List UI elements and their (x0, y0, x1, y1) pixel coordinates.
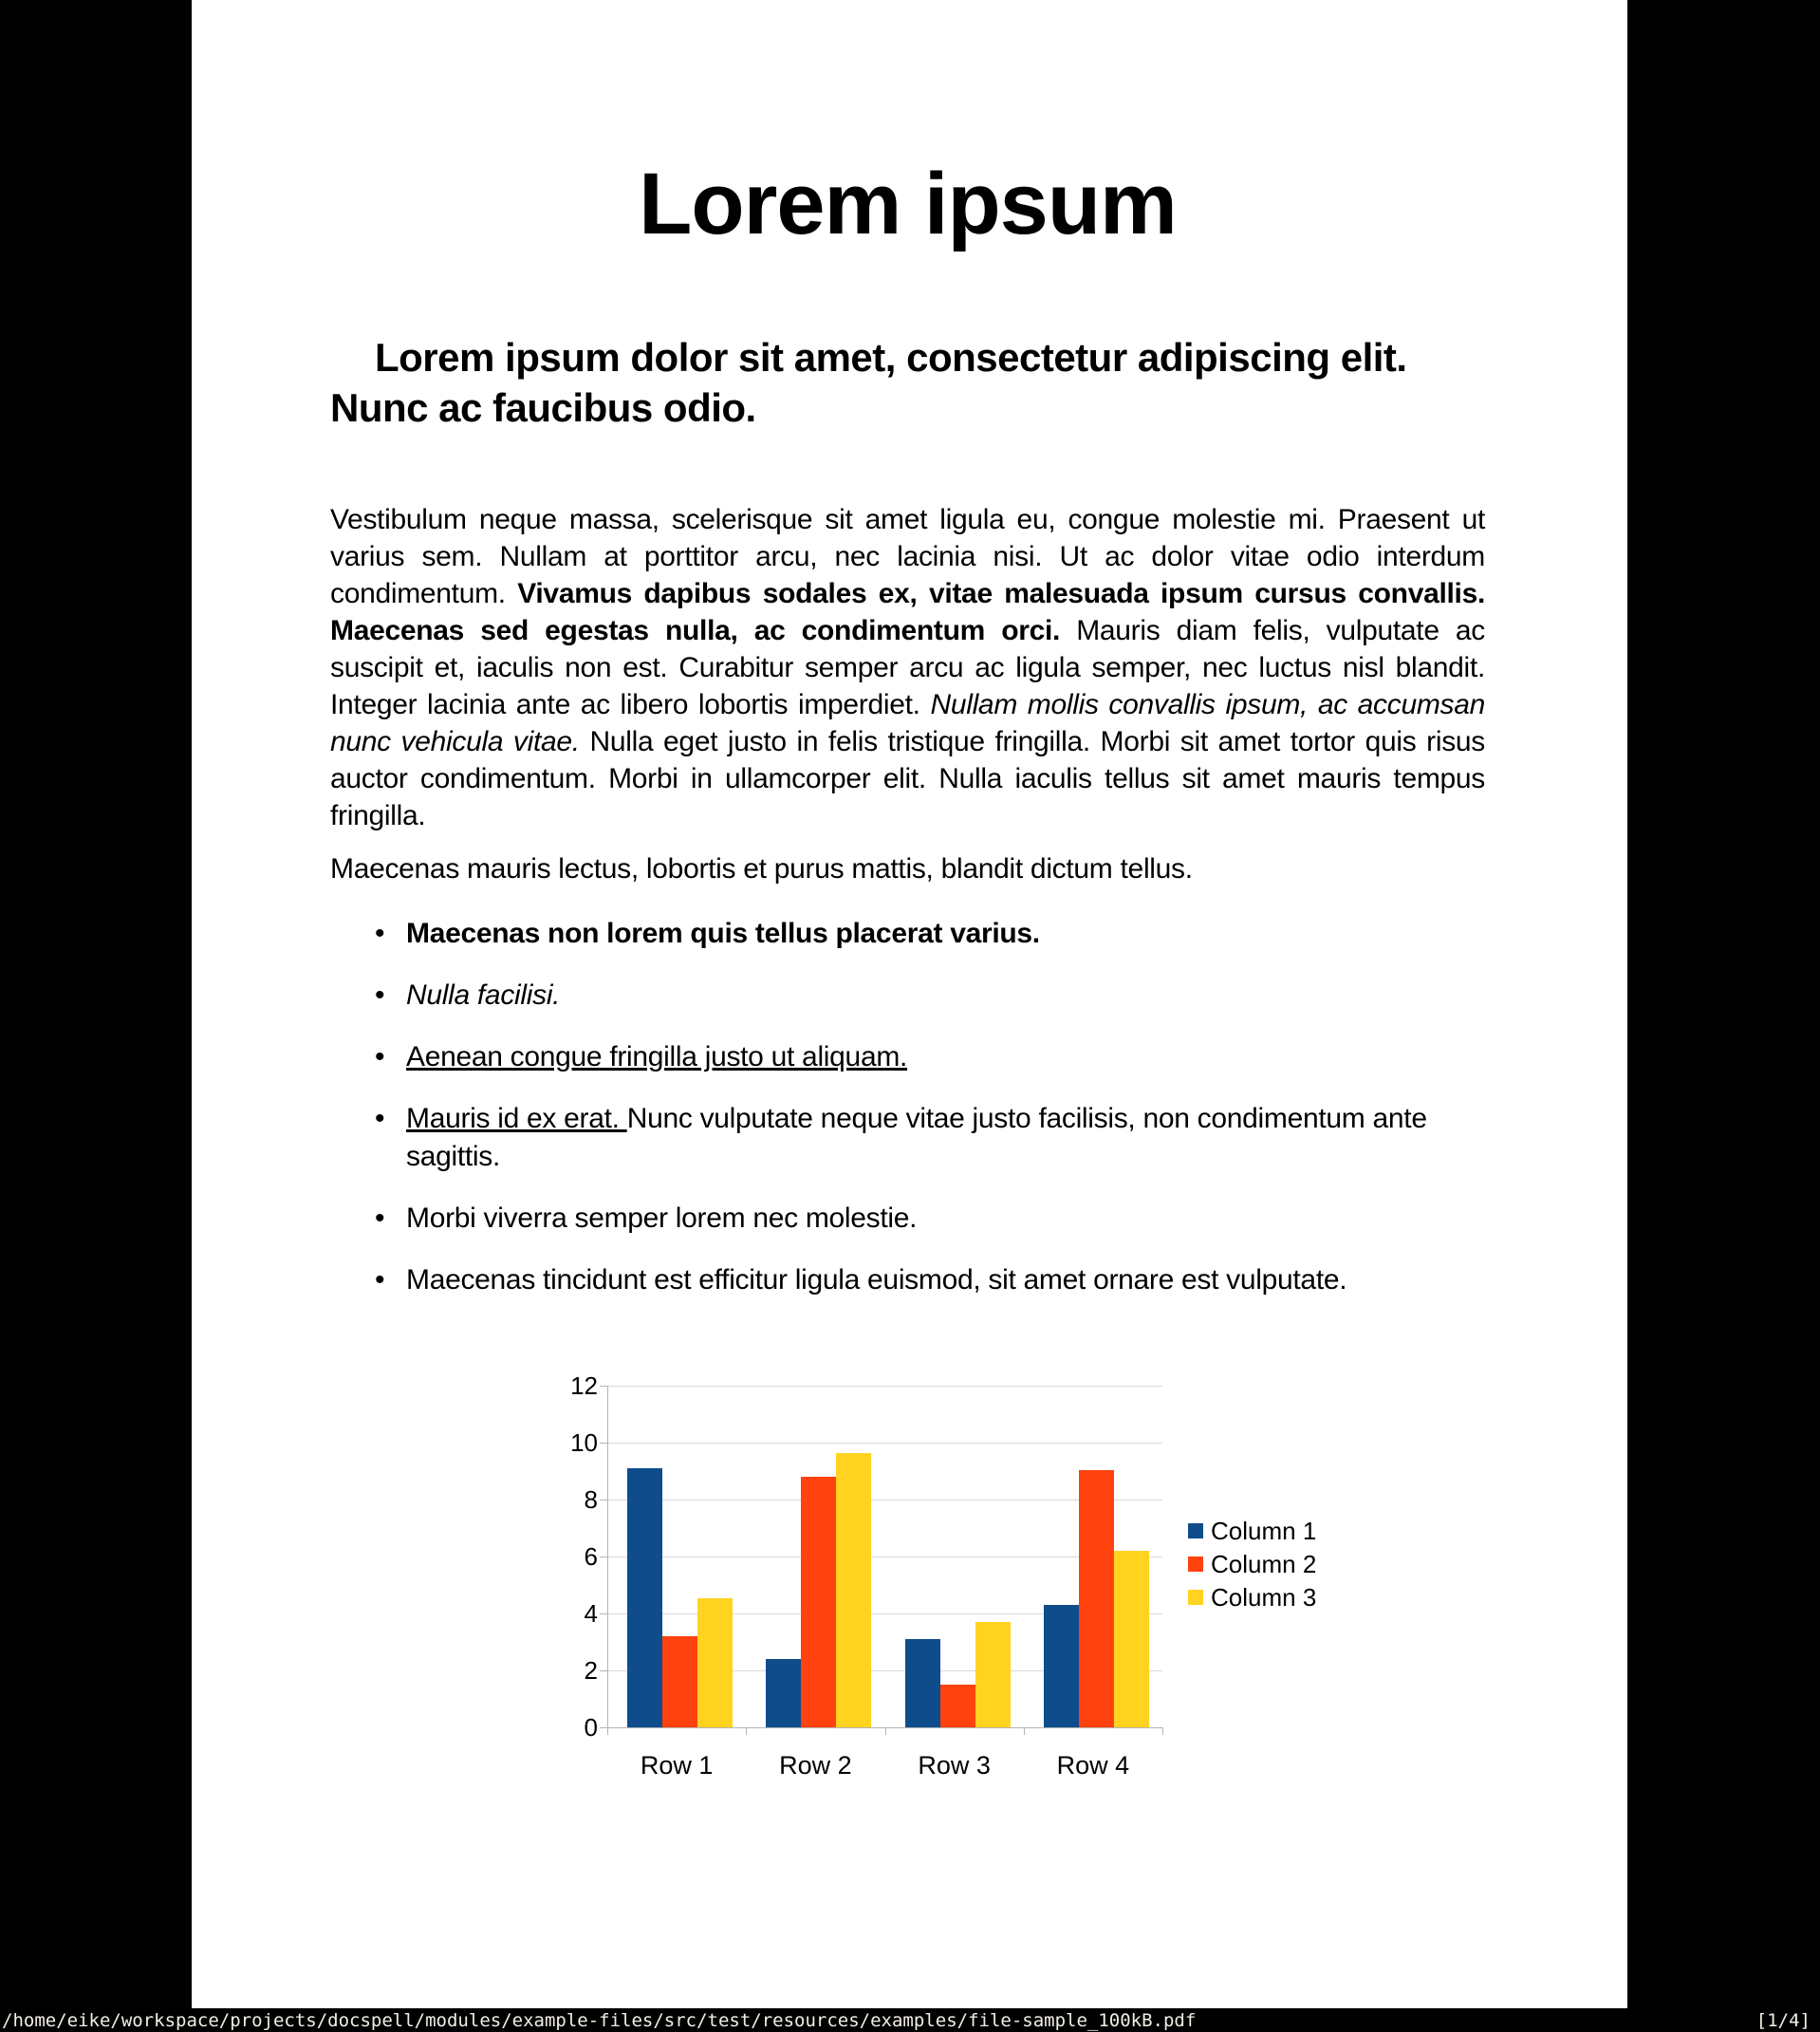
bullet-icon: • (375, 1103, 385, 1134)
bullet-text: Aenean congue fringilla justo ut aliquam. (406, 1041, 908, 1072)
x-axis-category-label: Row 2 (779, 1751, 852, 1780)
body-paragraph (330, 501, 1485, 834)
bar-column-2-row-2 (801, 1477, 836, 1727)
bar-column-3-row-3 (975, 1622, 1011, 1727)
list-item (330, 977, 1485, 1015)
bullet-text-underlined: Mauris id ex erat. (406, 1103, 627, 1134)
x-axis-category-label: Row 4 (1056, 1751, 1130, 1780)
legend-label: Column 2 (1211, 1550, 1317, 1578)
bar-column-2-row-4 (1079, 1470, 1114, 1727)
paragraph-text-italic: Nullam mollis convallis ipsum, ac accumsan nunc vehicula vitae. (330, 689, 1486, 757)
paragraph-text: Nulla eget justo in felis tristique fringilla. Morbi sit amet tortor quis risus auctor condimentum. Morbi in ullamcorper elit. Nulla iaculis tellus sit amet mauris tempus fringilla. (330, 726, 1485, 831)
x-axis-tick (1024, 1727, 1025, 1735)
legend-label: Column 1 (1211, 1517, 1317, 1545)
list-item (330, 1200, 1485, 1238)
legend-swatch (1188, 1590, 1203, 1605)
bar-column-2-row-3 (940, 1685, 975, 1727)
paragraph-text: Vestibulum neque massa, scelerisque sit amet ligula eu, congue molestie mi. Praesent ut varius sem. Nullam at porttitor arcu, nec lacinia nisi. Ut ac dolor vitae odio interdum condimentum. (330, 504, 1485, 609)
legend-swatch (1188, 1523, 1203, 1538)
bar-column-3-row-2 (836, 1453, 871, 1728)
x-axis-tick (746, 1727, 747, 1735)
bullet-list (330, 915, 1485, 1323)
bar-column-1-row-2 (766, 1659, 801, 1727)
list-item (330, 915, 1485, 953)
bullet-text: Morbi viverra semper lorem nec molestie. (406, 1202, 918, 1234)
bullet-text: Nunc vulputate neque vitae justo facilisis, non condimentum ante sagittis. (406, 1103, 1427, 1172)
document-heading: Lorem ipsum dolor sit amet, consectetur adipiscing elit. Nunc ac faucibus odio. (330, 335, 1407, 430)
y-axis-tick-label: 8 (584, 1485, 598, 1514)
bar-chart (546, 1362, 1362, 1827)
bullet-text: Maecenas non lorem quis tellus placerat varius. (406, 918, 1040, 949)
y-axis-tick (600, 1727, 607, 1728)
y-axis-tick (600, 1670, 607, 1671)
y-axis-tick-label: 4 (584, 1599, 598, 1628)
x-axis-category-label: Row 3 (918, 1751, 991, 1780)
y-axis-tick-label: 12 (570, 1371, 598, 1400)
y-axis-tick-label: 10 (570, 1428, 598, 1457)
x-axis-tick (1162, 1727, 1163, 1735)
bar-column-3-row-1 (697, 1598, 733, 1727)
list-item (330, 1100, 1485, 1176)
file-path: /home/eike/workspace/projects/docspell/modules/example-files/src/test/resources/examples/file-sample_100kB.pdf (2, 2009, 1197, 2031)
x-axis-tick (607, 1727, 608, 1735)
pdf-page[interactable] (192, 0, 1627, 2008)
x-axis-category-label: Row 1 (640, 1751, 714, 1780)
bullet-icon: • (375, 1264, 385, 1296)
y-axis-tick-label: 0 (584, 1713, 598, 1742)
page-content (330, 0, 1485, 2008)
y-axis-tick-label: 2 (584, 1656, 598, 1685)
legend-label: Column 3 (1211, 1583, 1317, 1612)
bullet-icon: • (375, 1202, 385, 1234)
body-paragraph: Maecenas mauris lectus, lobortis et purus mattis, blandit dictum tellus. (330, 853, 1193, 885)
bullet-icon: • (375, 979, 385, 1011)
bar-column-1-row-1 (627, 1468, 662, 1727)
bar-column-2-row-1 (662, 1636, 697, 1727)
bullet-icon: • (375, 1041, 385, 1072)
list-item (330, 1261, 1485, 1299)
bullet-text: Maecenas tincidunt est efficitur ligula euismod, sit amet ornare est vulputate. (406, 1264, 1347, 1296)
bar-column-1-row-3 (905, 1639, 940, 1727)
y-axis-tick (600, 1500, 607, 1501)
paragraph-text-bold: Vivamus dapibus sodales ex, vitae malesuada ipsum cursus convallis. Maecenas sed egestas nulla, ac condimentum orci. (330, 578, 1485, 646)
y-axis-tick (600, 1443, 607, 1444)
bar-column-3-row-4 (1114, 1551, 1149, 1727)
document-title: Lorem ipsum (639, 156, 1177, 252)
bullet-icon: • (375, 918, 385, 949)
list-item (330, 1038, 1485, 1076)
status-bar (0, 2008, 1820, 2032)
chart-gridline (607, 1386, 1162, 1387)
bullet-text: Nulla facilisi. (406, 979, 561, 1011)
legend-swatch (1188, 1557, 1203, 1572)
bar-column-1-row-4 (1044, 1605, 1079, 1727)
y-axis-tick-label: 6 (584, 1542, 598, 1571)
paragraph-text: Mauris diam felis, vulputate ac suscipit et, iaculis non est. Curabitur semper arcu ac ligula semper, nec luctus nisl blandit. Integer lacinia ante ac libero lobortis imperdiet. (330, 615, 1485, 720)
y-axis-line (607, 1386, 608, 1727)
chart-gridline (607, 1443, 1162, 1444)
x-axis-tick (885, 1727, 886, 1735)
y-axis-tick (600, 1613, 607, 1614)
y-axis-tick (600, 1386, 607, 1387)
page-indicator: [1/4] (1755, 2009, 1811, 2031)
